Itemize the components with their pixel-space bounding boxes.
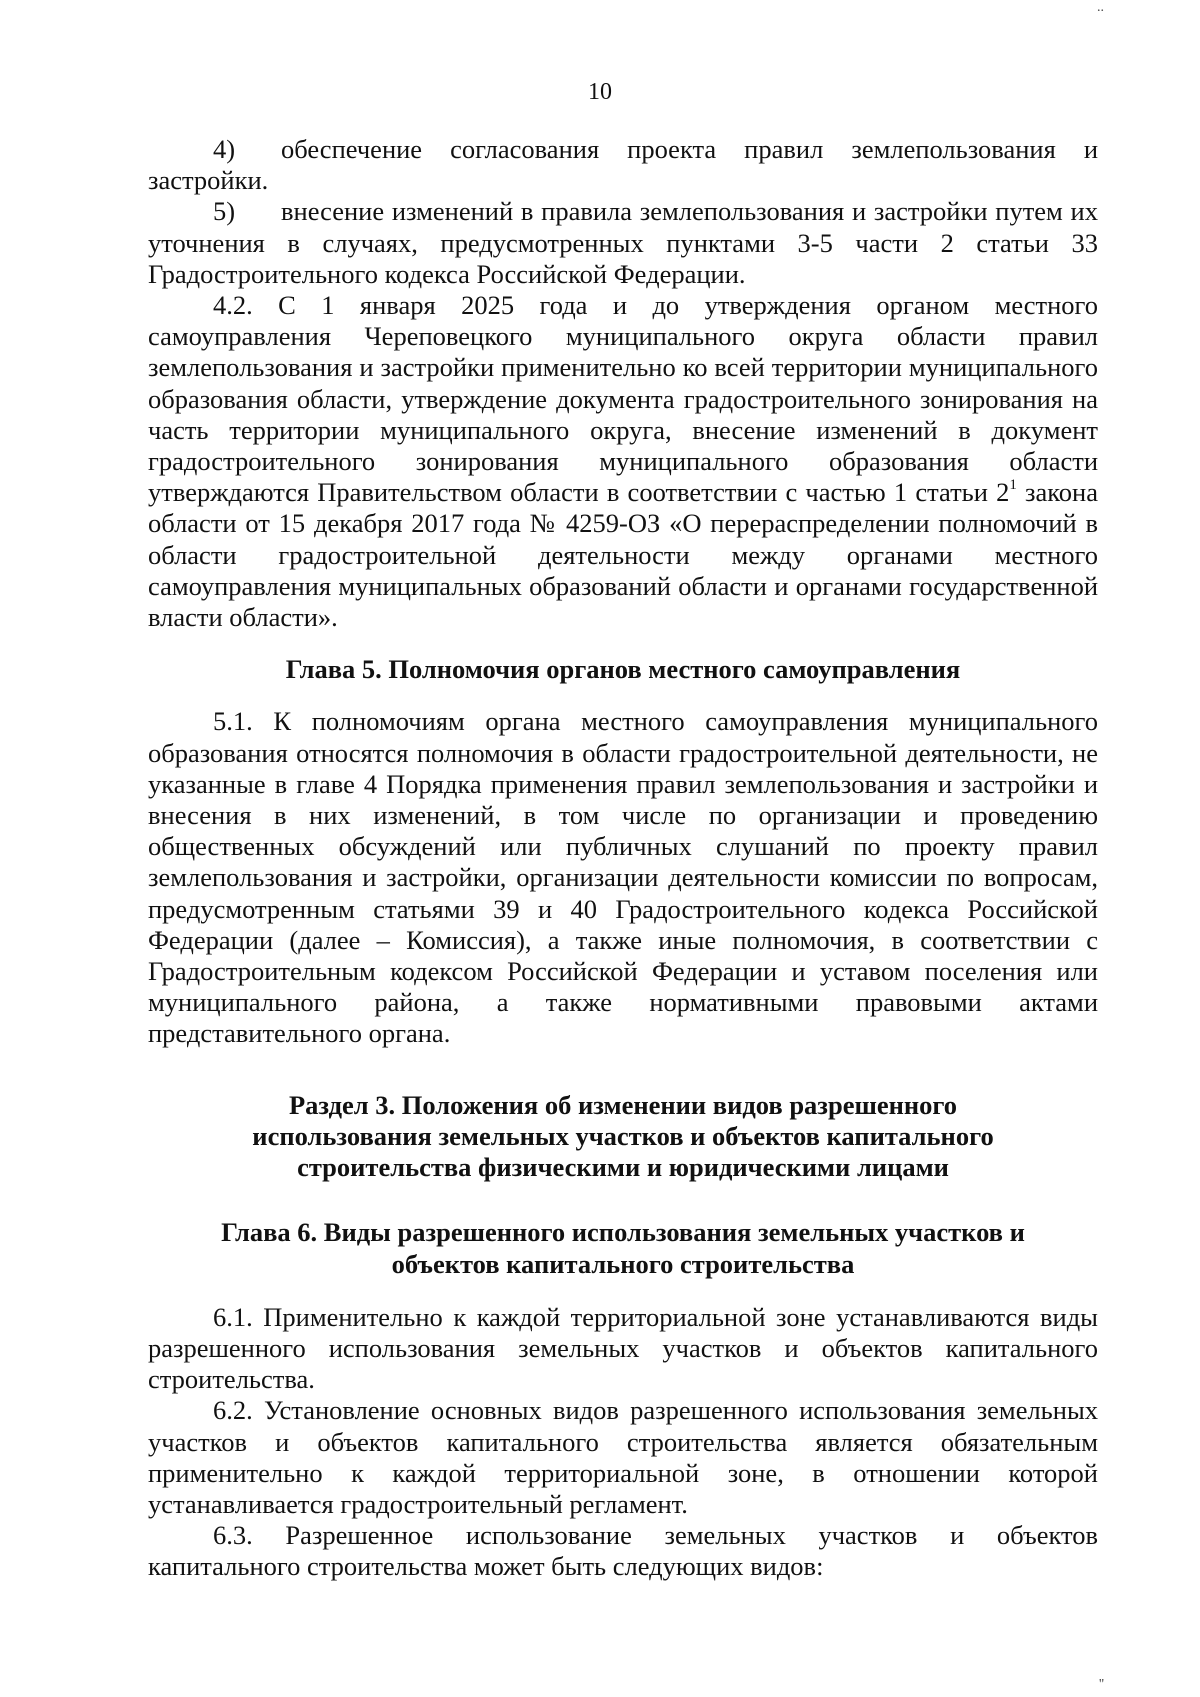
paragraph-5-1: 5.1. К полномочиям органа местного самоуправления муниципального образования относятся полномочия в области градостроительной деятельности, не указанные в главе 4 Порядка применения правил землепользования и застройки и внесения в них изменений, в том числе по организации и проведению общественных обсуждений или публичных слушаний по проекту правил землепользования и застройки, организации деятельности комиссии по вопросам, предусмотренным статьями 39 и 40 Градостроительного кодекса Российской Федерации (далее – Комиссия), а также иные полномочия, в соответствии с Градостроительным кодексом Российской Федерации и уставом поселения или муниципального района, а также нормативными правовыми актами представительного органа. [148, 706, 1098, 1049]
item-text: обеспечение согласования проекта правил землепользования и застройки. [148, 134, 1098, 196]
scan-mark-top: .. [1097, 0, 1104, 15]
paragraph-6-1: 6.1. Применительно к каждой территориальной зоне устанавливаются виды разрешенного использования земельных участков и объектов капитального строительства. [148, 1301, 1098, 1395]
paragraph-6-2: 6.2. Установление основных видов разрешенного использования земельных участков и объектов капитального строительства является обязательным применительно к каждой территориальной зоне, в отношении которой устанавливается градостроительный регламент. [148, 1395, 1098, 1519]
page-number: 10 [588, 79, 612, 105]
paragraph-item-5 [148, 196, 1098, 290]
document-body [148, 134, 1098, 1583]
section-3-heading: Раздел 3. Положения об изменении видов разрешенного использования земельных участков и объектов капитального строительства физическими и юридическими лицами [252, 1089, 994, 1183]
paragraph-text-cont: закона области от 15 декабря 2017 года № 4259-ОЗ «О перераспределении полномочий в области градостроительной деятельности между органами местного самоуправления муниципальных образований области и органами государственной власти области». [148, 477, 1098, 633]
scan-mark-bottom: '' [1098, 1677, 1104, 1692]
item-text: внесение изменений в правила землепользования и застройки путем их уточнения в случаях, предусмотренных пунктами 3-5 части 2 статьи 33 Градостроительного кодекса Российской Федерации. [148, 196, 1098, 289]
paragraph-6-3: 6.3. Разрешенное использование земельных участков и объектов капитального строительства может быть следующих видов: [148, 1520, 1098, 1582]
item-number: 5) [213, 196, 236, 227]
chapter-5-heading: Глава 5. Полномочия органов местного самоуправления [285, 654, 961, 685]
chapter-6-heading: Глава 6. Виды разрешенного использования земельных участков и объектов капитального строительства [221, 1217, 1025, 1279]
paragraph-4-2 [148, 290, 1098, 633]
item-number: 4) [213, 134, 236, 164]
paragraph-item-4 [148, 134, 1098, 196]
paragraph-text: 4.2. С 1 января 2025 года и до утверждения органом местного самоуправления Череповецкого муниципального округа области правил землепользования и застройки применительно ко всей территории муниципального образования области, утверждение документа градостроительного зонирования на часть территории муниципального округа, внесение изменений в документ градостроительного зонирования муниципального образования области утверждаются Правительством области в соответствии с частью 1 статьи 2 [148, 290, 1098, 508]
superscript: 1 [1009, 477, 1017, 494]
